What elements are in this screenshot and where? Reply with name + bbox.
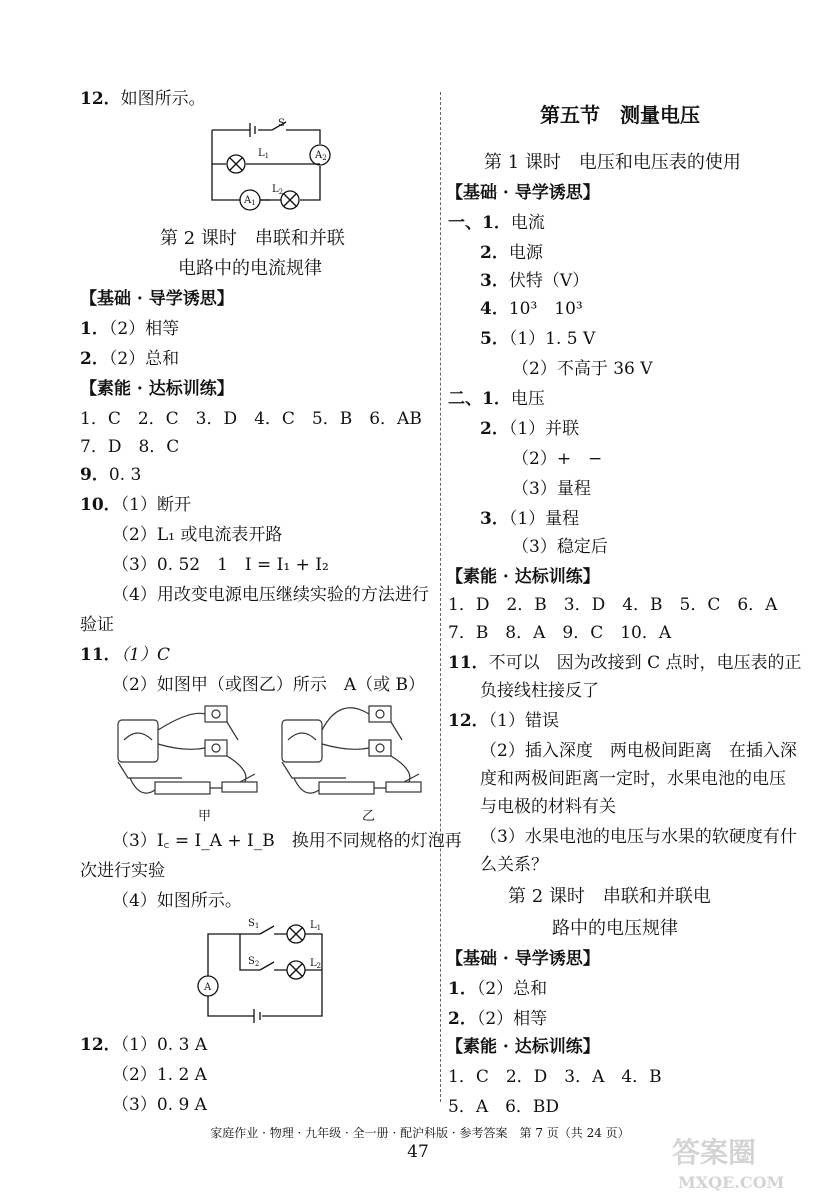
answer-12-2c: 与电极的材料有关 [480, 797, 616, 817]
svg-text:答案圈: 答案圈 [672, 1136, 757, 1169]
ammeter-label-a2: $A_2$ [315, 150, 327, 162]
switch-label-s2: $S_2$ [248, 956, 260, 968]
answer-10-4b: 验证 [80, 615, 114, 635]
ammeter-label: A [204, 982, 212, 993]
answer-11-3b: 次进行实验 [80, 861, 165, 881]
section-header-training: 【素能 · 达标训练】 [446, 567, 600, 587]
lesson1-title: 第 1 课时 电压和电压表的使用 [484, 152, 741, 173]
part1-answer-2: 2．电源 [480, 243, 543, 263]
switch-label-s1: $S_1$ [248, 918, 260, 930]
part1-answer-3: 3．伏特（V） [480, 271, 590, 291]
part2-answer-1: 二、1．电压 [448, 389, 545, 409]
answer-1: 1．（2）相等 [80, 319, 180, 339]
lesson2-title-line2: 路中的电压规律 [552, 918, 678, 939]
lamp-label-l2: $L_2$ [272, 184, 284, 196]
answer-11-4: （4）如图所示。 [112, 891, 242, 911]
section-header-training-2: 【素能 · 达标训练】 [446, 1037, 600, 1057]
lamp-label-l1: $L_1$ [258, 148, 270, 160]
part2-answer-2-2: （2）+ − [512, 449, 603, 469]
answer-12-3a: （3）水果电池的电压与水果的软硬度有什 [480, 827, 797, 847]
part1-answer-5: 5．（1）1. 5 V [480, 329, 596, 349]
column-divider [440, 92, 441, 1102]
lamp-label-l1: $L_1$ [310, 920, 322, 932]
circuit-diagram-1 [200, 118, 350, 213]
part2-answer-2-3: （3）量程 [512, 479, 591, 499]
q12-intro: 12．如图所示。 [80, 89, 206, 109]
section-header-basic: 【基础 · 导学诱思】 [80, 289, 234, 309]
figure-label-jia: 甲 [198, 809, 212, 824]
answer-10: 10．（1）断开 [80, 495, 191, 515]
section-title: 第五节 测量电压 [540, 103, 700, 127]
page-number: 47 [407, 1142, 429, 1162]
watermark-logo [668, 1128, 818, 1194]
mc-answers-2: 7．D 8．C [80, 437, 180, 457]
s-mc-answers-1: 1．C 2．D 3．A 4．B [448, 1067, 662, 1087]
section-header-basic-2: 【基础 · 导学诱思】 [446, 949, 600, 969]
mc-answers-1: 1．D 2．B 3．D 4．B 5．C 6．A [448, 595, 778, 615]
answer-11: 11．（1）C [80, 645, 170, 665]
svg-text:MXQE.COM: MXQE.COM [678, 1173, 785, 1192]
answer-10-3: （3）0. 52 1 I = I₁ + I₂ [112, 555, 329, 575]
answer-9: 9．0. 3 [80, 465, 142, 485]
lesson2-title-line2: 电路中的电流规律 [178, 258, 322, 279]
answer-12-3b: 么关系？ [480, 855, 548, 875]
answer-12: 12．（1）0. 3 A [80, 1035, 208, 1055]
part2-answer-2: 2．（1）并联 [480, 419, 580, 439]
part2-answer-3: 3．（1）量程 [480, 509, 580, 529]
figure-label-yi: 乙 [362, 809, 376, 824]
experiment-figure [110, 700, 430, 825]
ammeter-label-a1: $A_1$ [244, 195, 256, 207]
part2-answer-3-2: （3）稳定后 [512, 537, 608, 557]
lesson2-title-line1: 第 2 课时 串联和并联 [160, 228, 345, 249]
part1-answer-1: 一、1．电流 [448, 213, 545, 233]
answer-12-2a: （2）插入深度 两电极间距离 在插入深 [480, 741, 797, 761]
page-footer: 家庭作业 · 物理 · 九年级 · 全一册 · 配沪科版 · 参考答案 第 7 页（共 24 页） [210, 1126, 630, 1140]
answer-11: 11．不可以 因为改接到 C 点时，电压表的正 [448, 653, 802, 673]
circuit-diagram-2 [190, 916, 340, 1028]
answer-11-b: 负接线柱接反了 [480, 681, 599, 701]
section-header-training: 【素能 · 达标训练】 [80, 379, 234, 399]
lamp-label-l2: $L_2$ [310, 958, 322, 970]
answer-11-3a: （3）I꜀ = I_A + I_B 换用不同规格的灯泡再 [112, 831, 462, 851]
s-answer-2: 2．（2）相等 [448, 1009, 548, 1029]
answer-12-2: （2）1. 2 A [112, 1065, 207, 1085]
section-header-basic: 【基础 · 导学诱思】 [446, 183, 600, 203]
switch-label: S [278, 118, 285, 129]
answer-11-2: （2）如图甲（或图乙）所示 A（或 B） [112, 675, 425, 695]
mc-answers-2: 7．B 8．A 9．C 10．A [448, 623, 672, 643]
answer-10-4a: （4）用改变电源电压继续实验的方法进行 [112, 585, 429, 605]
s-mc-answers-2: 5．A 6．BD [448, 1097, 560, 1117]
lesson2-title-line1: 第 2 课时 串联和并联电 [508, 886, 711, 907]
mc-answers-1: 1．C 2．C 3．D 4．C 5．B 6．AB [80, 409, 422, 429]
answer-2: 2．（2）总和 [80, 349, 180, 369]
s-answer-1: 1．（2）总和 [448, 979, 548, 999]
part1-answer-4: 4．10³ 10³ [480, 299, 583, 319]
answer-12-3: （3）0. 9 A [112, 1095, 207, 1115]
part1-answer-5-2: （2）不高于 36 V [512, 359, 653, 379]
answer-12-2b: 度和两极间距离一定时，水果电池的电压 [480, 769, 786, 789]
answer-10-2: （2）L₁ 或电流表开路 [112, 525, 283, 545]
answer-12: 12．（1）错误 [448, 711, 559, 731]
